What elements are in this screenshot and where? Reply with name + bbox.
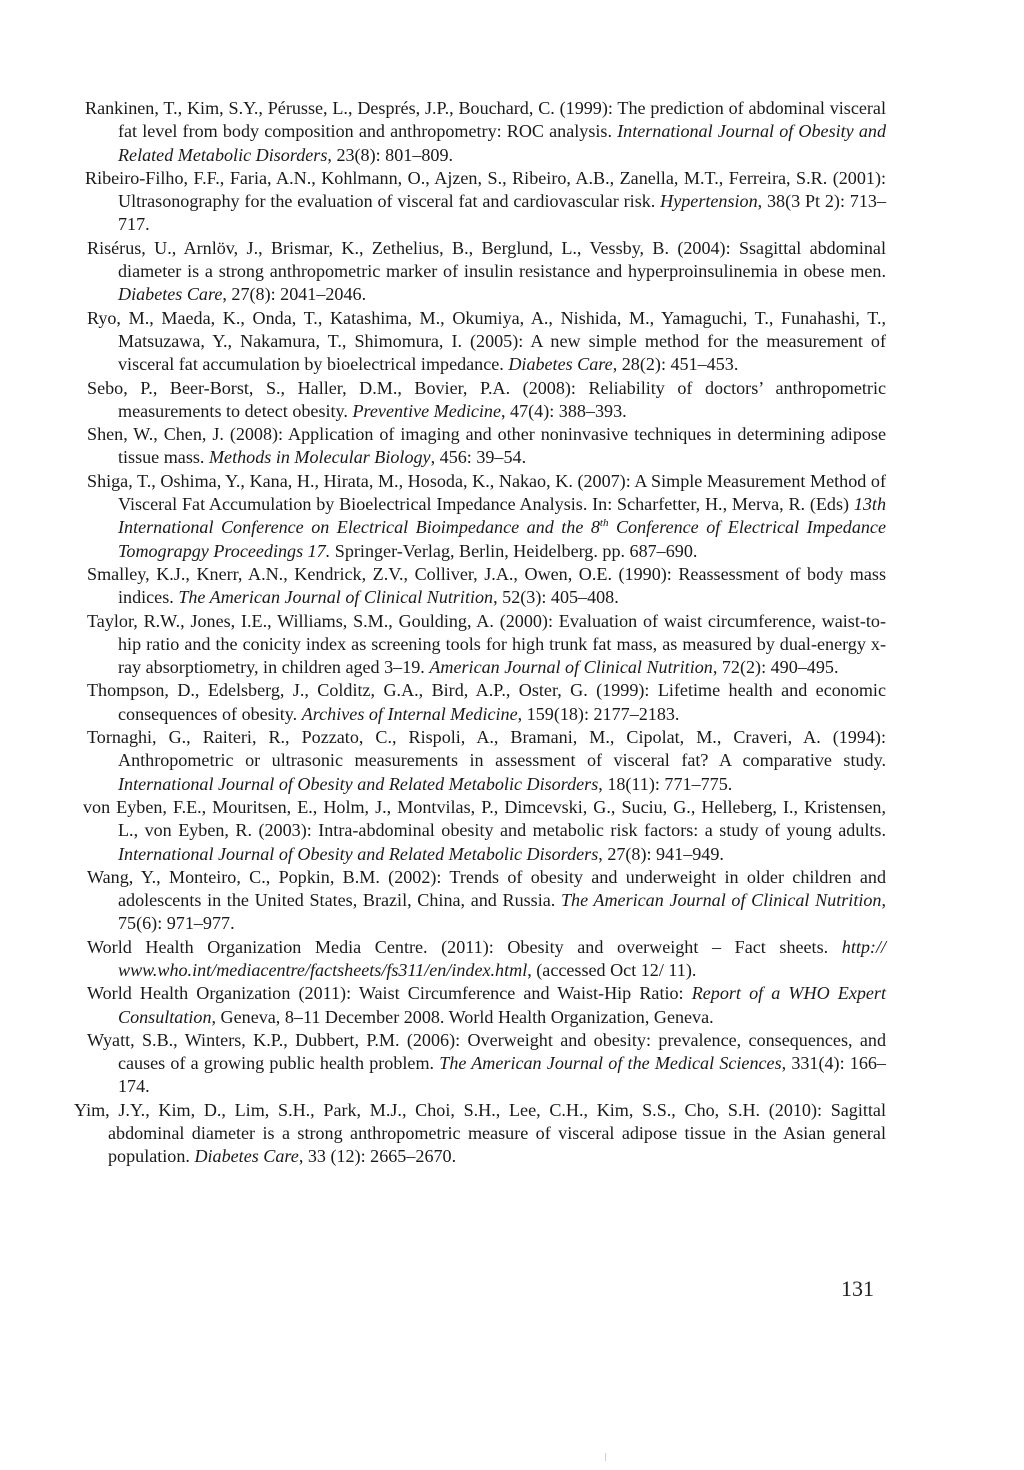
- reference-italic-text: 13th International Conference on Electrical Bioimpedance and the 8: [118, 494, 886, 538]
- reference-text: , 72(2): 490–495.: [712, 657, 839, 678]
- reference-text: Springer-Verlag, Berlin, Heidelberg. pp. 687–690.: [330, 540, 698, 561]
- reference-italic-text: The American Journal of the Medical Sciences: [439, 1053, 782, 1074]
- reference-text: Sebo, P., Beer-Borst, S., Haller, D.M., Bovier, P.A. (2008): Reliability of doctors’ anthropometric measurements to detect obesity.: [87, 377, 886, 421]
- reference-italic-text: Conference of Electrical Impedance Tomograpgy Proceedings 17.: [118, 517, 886, 561]
- reference-text: Taylor, R.W., Jones, I.E., Williams, S.M., Goulding, A. (2000): Evaluation of waist circumference, waist-to-hip ratio and the conicity index as screening tools for high trunk fat mass, as measured by dual-energy x-ray absorptiometry, in children aged 3–19.: [87, 610, 886, 678]
- reference-italic-text: Hypertension: [660, 191, 758, 212]
- reference-text: Shen, W., Chen, J. (2008): Application of imaging and other noninvasive techniques in determining adipose tissue mass.: [87, 424, 886, 468]
- reference-text: , 27(8): 941–949.: [598, 843, 724, 864]
- reference-text: , 52(3): 405–408.: [493, 587, 619, 608]
- reference-entry: [0, 377, 1024, 424]
- reference-text: von Eyben, F.E., Mouritsen, E., Holm, J., Montvilas, P., Dimcevski, G., Suciu, G., Helleberg, I., Kristensen, L., von Eyben, R. (2003): Intra-abdominal obesity and metabolic risk factors: a study of young adults.: [83, 796, 886, 841]
- reference-text: Wyatt, S.B., Winters, K.P., Dubbert, P.M. (2006): Overweight and obesity: prevalence, consequences, and causes of a growing public health problem.: [87, 1029, 886, 1074]
- reference-entry: [0, 866, 1024, 936]
- reference-text: , 28(2): 451–453.: [612, 354, 739, 375]
- reference-entry: [0, 307, 1024, 377]
- reference-text: Risérus, U., Arnlöv, J., Brismar, K., Zethelius, B., Berglund, L., Vessby, B. (2004): Ssagittal abdominal diameter is a strong anthropometric marker of insulin resistance and hyperproinsulinemia in obese men.: [87, 237, 886, 282]
- reference-text: , 47(4): 388–393.: [501, 400, 627, 421]
- reference-entry: [0, 423, 1024, 470]
- reference-italic-text: Report of a WHO Expert Consultation: [118, 983, 886, 1027]
- reference-italic-text: International Journal of Obesity and Related Metabolic Disorders: [118, 843, 599, 864]
- reference-entry: [0, 610, 1024, 680]
- reference-italic-text: Archives of Internal Medicine: [301, 703, 518, 724]
- reference-text: Tornaghi, G., Raiteri, R., Pozzato, C., Rispoli, A., Bramani, M., Cipolat, M., Craveri, A. (1994): Anthropometric or ultrasonic measurements in assessment of visceral fat? A comparative study.: [87, 727, 886, 771]
- reference-text: Ribeiro-Filho, F.F., Faria, A.N., Kohlmann, O., Ajzen, S., Ribeiro, A.B., Zanella, M.T., Ferreira, S.R. (2001): Ultrasonography for the evaluation of visceral fat and cardiovascular risk.: [85, 167, 886, 212]
- reference-list: [0, 97, 1024, 1169]
- reference-italic-text: th: [599, 517, 609, 530]
- reference-entry: [0, 237, 1024, 307]
- reference-italic-text: International Journal of Obesity and Related Metabolic Disorders: [118, 773, 599, 794]
- reference-text: Rankinen, T., Kim, S.Y., Pérusse, L., Després, J.P., Bouchard, C. (1999): The prediction of abdominal visceral fat level from body composition and anthropometry: ROC analysis.: [85, 98, 886, 142]
- reference-text: Wang, Y., Monteiro, C., Popkin, B.M. (2002): Trends of obesity and underweight in older children and adolescents in the United States, Brazil, China, and Russia.: [87, 866, 886, 911]
- reference-entry: [0, 936, 1024, 983]
- reference-text: , 23(8): 801–809.: [327, 144, 454, 165]
- reference-entry: [0, 1029, 1024, 1099]
- reference-italic-text: The American Journal of Clinical Nutrition: [178, 587, 494, 608]
- reference-text: , 38(3 Pt 2): 713–717.: [118, 191, 886, 235]
- reference-text: , 331(4): 166–174.: [118, 1053, 886, 1097]
- reference-italic-text: The American Journal of Clinical Nutrition: [560, 890, 882, 911]
- reference-entry: [0, 97, 1024, 167]
- reference-text: World Health Organization Media Centre. (2011): Obesity and overweight – Fact sheets.: [87, 936, 842, 957]
- page-number: 131: [841, 1276, 874, 1301]
- reference-entry: [0, 796, 1024, 866]
- reference-text: Shiga, T., Oshima, Y., Kana, H., Hirata, M., Hosoda, K., Nakao, K. (2007): A Simple Measurement Method of Visceral Fat Accumulation by Bioelectrical Impedance Analysis. In: Scharfetter, H., Merva, R. (Eds): [87, 470, 886, 515]
- reference-text: , 456: 39–54.: [430, 447, 527, 468]
- reference-entry: [0, 982, 1024, 1029]
- reference-entry: [0, 726, 1024, 796]
- scan-artifact: [605, 1453, 606, 1461]
- reference-entry: [0, 563, 1024, 610]
- reference-text: World Health Organization (2011): Waist Circumference and Waist-Hip Ratio:: [87, 983, 692, 1004]
- reference-text: Thompson, D., Edelsberg, J., Colditz, G.A., Bird, A.P., Oster, G. (1999): Lifetime health and economic consequences of obesity.: [87, 680, 886, 724]
- reference-text: , 33 (12): 2665–2670.: [298, 1146, 457, 1167]
- reference-text: , 75(6): 971–977.: [118, 890, 886, 934]
- reference-text: , 27(8): 2041–2046.: [222, 284, 367, 305]
- reference-text: , 18(11): 771–775.: [598, 773, 733, 794]
- reference-italic-text: Diabetes Care: [194, 1146, 299, 1167]
- reference-italic-text: http:// www.who.int/mediacentre/factsheets/fs311/en/index.html: [118, 936, 886, 980]
- reference-entry: [0, 679, 1024, 726]
- reference-italic-text: Preventive Medicine: [352, 400, 501, 421]
- reference-italic-text: Methods in Molecular Biology: [208, 447, 431, 468]
- reference-italic-text: Diabetes Care: [118, 284, 223, 305]
- reference-text: , 159(18): 2177–2183.: [517, 703, 680, 724]
- reference-entry: [0, 167, 1024, 237]
- reference-text: , Geneva, 8–11 December 2008. World Health Organization, Geneva.: [211, 1006, 714, 1027]
- reference-entry: [0, 1099, 1024, 1169]
- reference-italic-text: International Journal of Obesity and Related Metabolic Disorders: [118, 121, 886, 165]
- reference-text: Ryo, M., Maeda, K., Onda, T., Katashima, M., Okumiya, A., Nishida, M., Yamaguchi, T., Funahashi, T., Matsuzawa, Y., Nakamura, T., Shimomura, I. (2005): A new simple method for the measurement of visceral fat accumulation by bioelectrical impedance.: [87, 307, 886, 375]
- reference-entry: [0, 470, 1024, 563]
- reference-text: Smalley, K.J., Knerr, A.N., Kendrick, Z.V., Colliver, J.A., Owen, O.E. (1990): Reassessment of body mass indices.: [87, 563, 886, 608]
- reference-italic-text: American Journal of Clinical Nutrition: [429, 657, 713, 678]
- reference-text: Yim, J.Y., Kim, D., Lim, S.H., Park, M.J., Choi, S.H., Lee, C.H., Kim, S.S., Cho, S.H. (2010): Sagittal abdominal diameter is a strong anthropometric measure of visceral adipose tissue in the Asian general population.: [74, 1099, 886, 1167]
- reference-text: , (accessed Oct 12/ 11).: [527, 959, 697, 980]
- reference-italic-text: Diabetes Care: [508, 354, 613, 375]
